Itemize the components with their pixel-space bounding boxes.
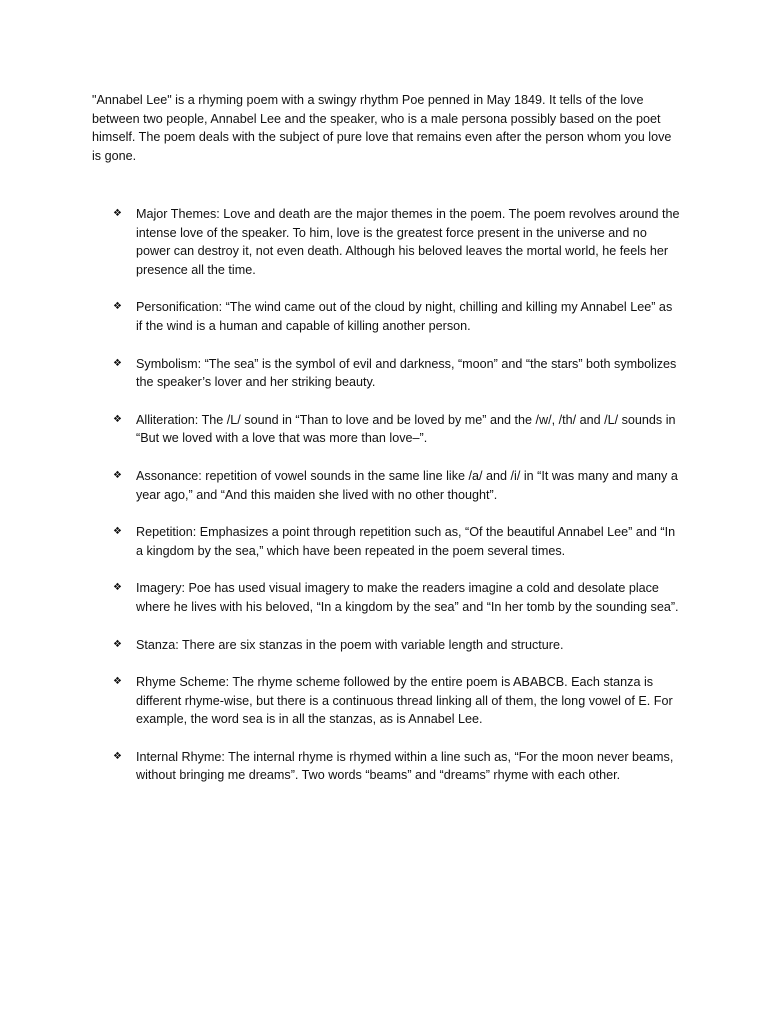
diamond-bullet-icon: ❖ [113, 676, 122, 688]
list-item-text: Personification: “The wind came out of the cloud by night, chilling and killing my Annabel Lee” as if the wind is a human and capable of killing another person. [136, 300, 673, 333]
list-item [92, 523, 682, 560]
list-item-text: Rhyme Scheme: The rhyme scheme followed by the entire poem is ABABCB. Each stanza is different rhyme-wise, but there is a continuous thread linking all of them, the long vowel of E. For example, the word sea is in all the stanzas, as is Annabel Lee. [136, 675, 673, 727]
list-item [92, 298, 682, 335]
list-item [92, 748, 682, 785]
diamond-bullet-icon: ❖ [113, 469, 122, 481]
list-item-text: Symbolism: “The sea” is the symbol of evil and darkness, “moon” and “the stars” both symbolizes the speaker’s lover and her striking beauty. [136, 356, 677, 390]
list-item-text: Repetition: Emphasizes a point through repetition such as, “Of the beautiful Annabel Lee” and “In a kingdom by the sea,” which have been repeated in the poem several times. [136, 525, 676, 558]
diamond-bullet-icon: ❖ [113, 301, 122, 313]
list-item-text: Alliteration: The /L/ sound in “Than to love and be loved by me” and the /w/, /th/ and /L/ sounds in “But we loved with a love that was more than love–”. [136, 412, 676, 446]
list-item [92, 467, 682, 504]
diamond-bullet-icon: ❖ [113, 208, 122, 219]
literary-devices-list [92, 205, 682, 804]
list-item-text: Major Themes: Love and death are the major themes in the poem. The poem revolves around the intense love of the speaker. To him, love is the greatest force present in the universe and no power can destroy it, not even death. Although his beloved leaves the mortal world, he feels her presence all the time. [136, 207, 680, 277]
list-item-text: Imagery: Poe has used visual imagery to make the readers imagine a cold and desolate place where he lives with his beloved, “In a kingdom by the sea” and “In her tomb by the sounding sea”. [136, 581, 679, 614]
list-item-text: Internal Rhyme: The internal rhyme is rhymed within a line such as, “For the moon never beams, without bringing me dreams”. Two words “beams” and “dreams” rhyme with each other. [136, 749, 674, 783]
diamond-bullet-icon: ❖ [113, 638, 122, 650]
list-item [92, 636, 682, 655]
intro-paragraph: "Annabel Lee" is a rhyming poem with a swingy rhythm Poe penned in May 1849. It tells of the love between two people, Annabel Lee and the speaker, who is a male persona possibly based on the poet himself. The poem deals with the subject of pure love that remains even after the person whom you love is gone. [92, 93, 672, 163]
list-item [92, 579, 682, 616]
list-item-text: Assonance: repetition of vowel sounds in the same line like /a/ and /i/ in “It was many and many a year ago,” and “And this maiden she lived with no other thought”. [136, 468, 678, 502]
diamond-bullet-icon: ❖ [113, 582, 122, 594]
list-item-text: Stanza: There are six stanzas in the poem with variable length and structure. [136, 637, 564, 652]
diamond-bullet-icon: ❖ [113, 526, 122, 538]
list-item [92, 673, 682, 729]
list-item [92, 205, 682, 279]
list-item [92, 355, 682, 392]
diamond-bullet-icon: ❖ [113, 357, 122, 369]
diamond-bullet-icon: ❖ [113, 750, 122, 762]
list-item [92, 411, 682, 448]
diamond-bullet-icon: ❖ [113, 413, 122, 425]
